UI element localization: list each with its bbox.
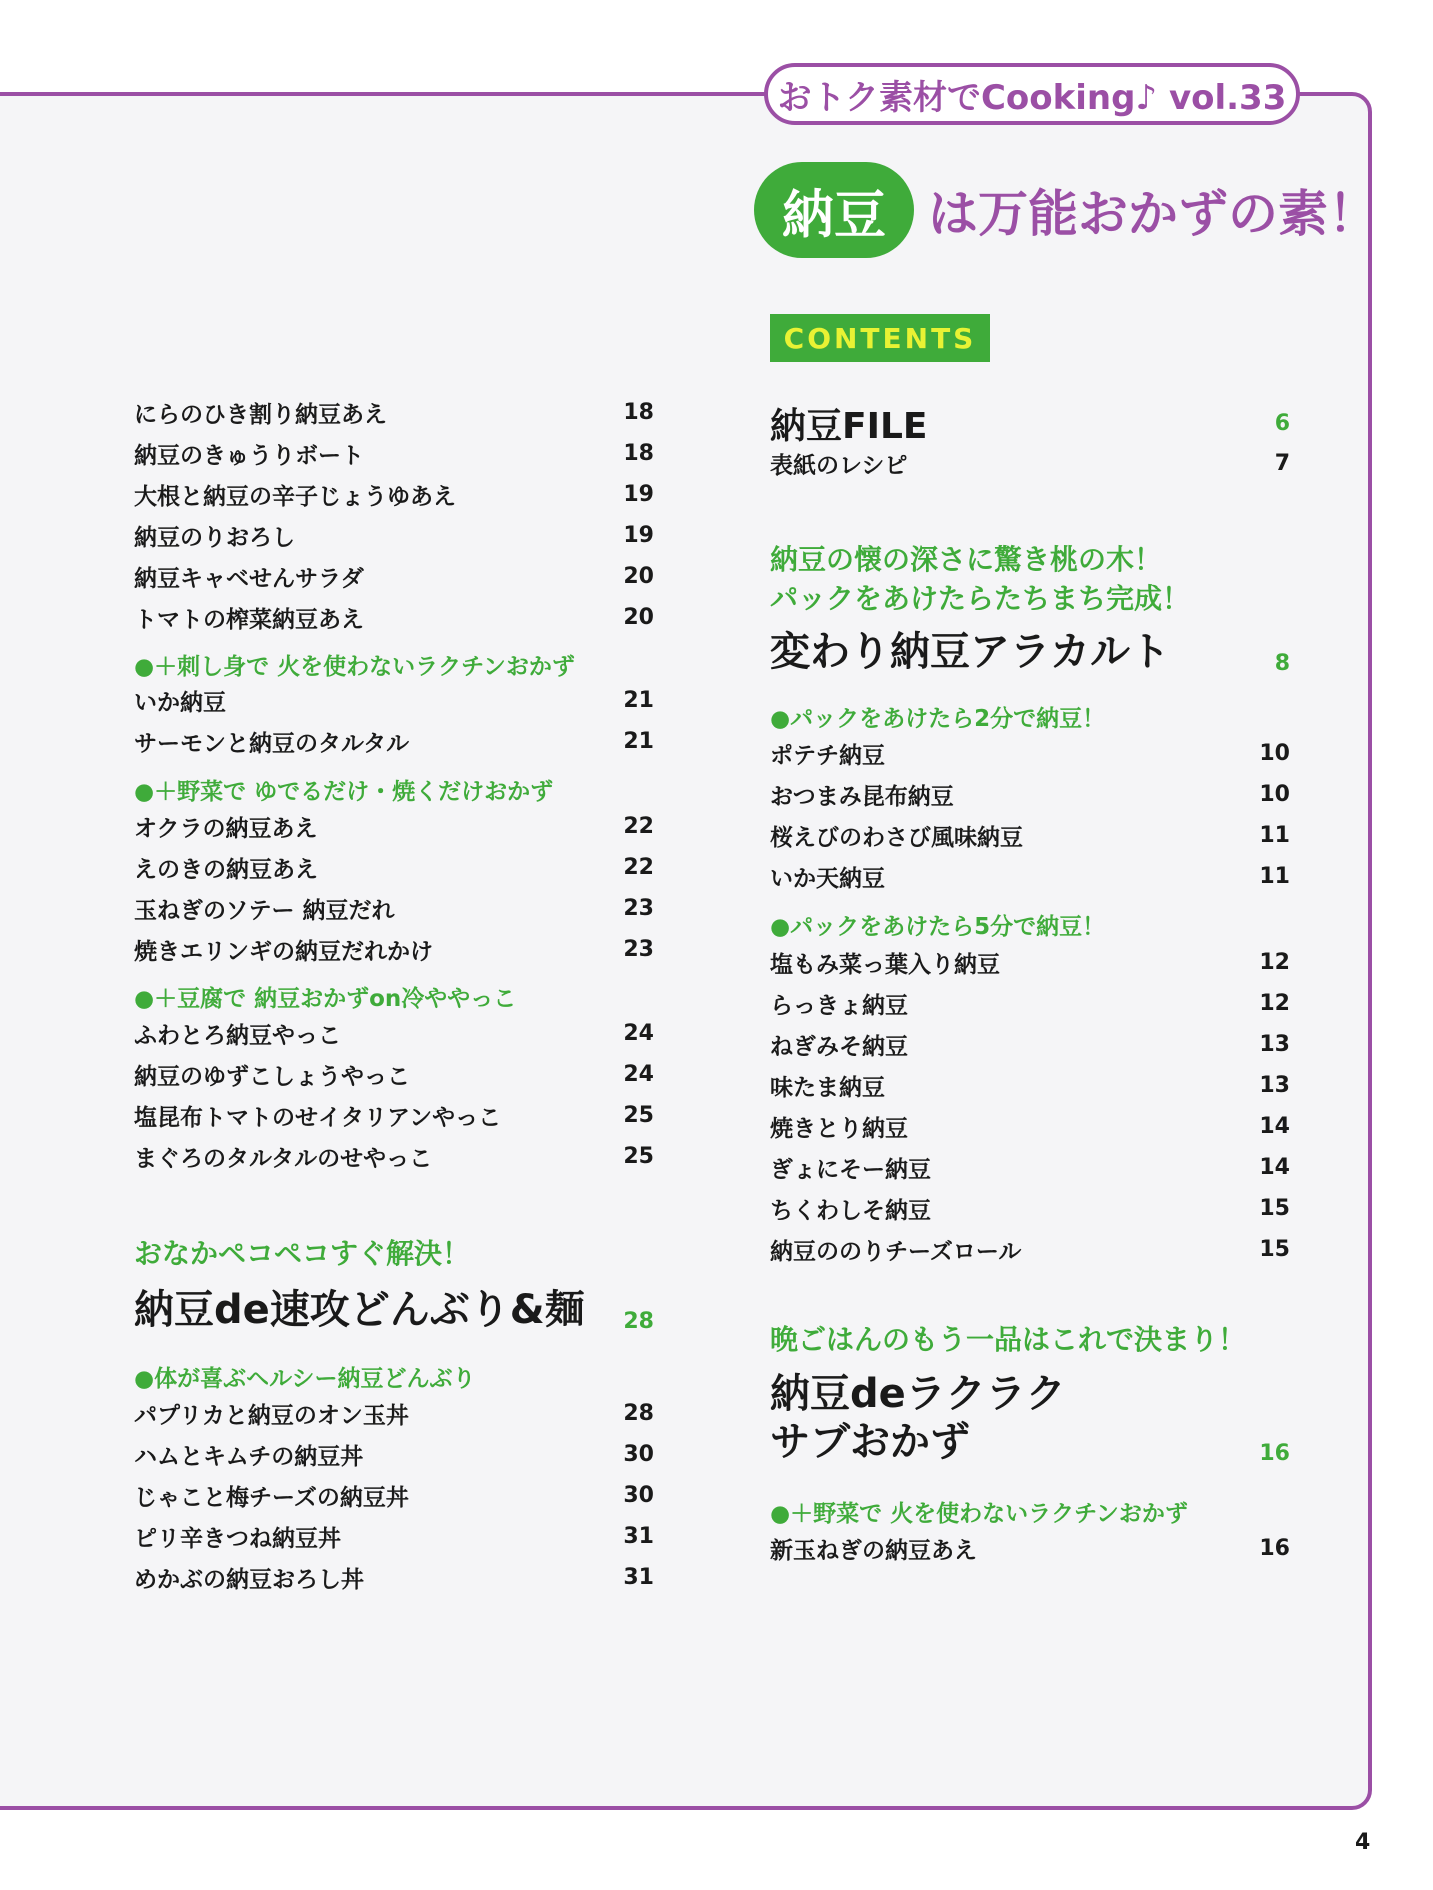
toc-entry[interactable] [770,1188,1290,1228]
toc-entry[interactable] [770,1106,1290,1146]
toc-entry[interactable] [770,1229,1290,1269]
entry-page: 19 [623,481,654,507]
entry-page: 7 [1274,450,1290,476]
toc-entry[interactable] [770,774,1290,814]
section2-heading[interactable] [770,1410,1290,1466]
toc-entry[interactable] [134,556,654,596]
entry-label: 表紙のレシピ [770,452,908,479]
entry-page: 10 [1259,781,1290,807]
toc-entry[interactable] [134,1393,654,1433]
toc-entry[interactable] [134,597,654,637]
toc-entry[interactable] [770,733,1290,773]
title-badge: 納豆 [754,162,914,258]
entry-label: 納豆のゆずこしょうやっこ [134,1063,410,1090]
entry-page: 23 [623,936,654,962]
toc-entry-cover[interactable] [770,443,1290,483]
section2-page: 16 [1259,1441,1290,1466]
entry-page: 15 [1259,1236,1290,1262]
entry-page: 10 [1259,740,1290,766]
toc-entry[interactable] [134,1054,654,1094]
entry-page: 25 [623,1143,654,1169]
series-pill [764,63,1300,125]
toc-entry[interactable] [134,474,654,514]
entry-label: ねぎみそ納豆 [770,1033,908,1060]
entry-label: 味たま納豆 [770,1074,885,1101]
series-label: おトク素材でCooking♪ vol.33 [777,77,1287,118]
section2-title-line1: 納豆deラクラク [770,1371,1066,1417]
page-number: 4 [1355,1830,1371,1855]
entry-label: 焼きエリンギの納豆だれかけ [134,938,433,965]
entry-label: 納豆ののりチーズロール [770,1238,1022,1265]
section1-title: 変わり納豆アラカルト [770,628,1170,675]
entry-label: えのきの納豆あえ [134,856,318,883]
file-page: 6 [1274,410,1290,436]
entry-label: にらのひき割り納豆あえ [134,401,387,428]
toc-entry[interactable] [770,1147,1290,1187]
entry-page: 22 [623,813,654,839]
entry-label: 桜えびのわさび風味納豆 [770,824,1023,851]
entry-page: 24 [623,1020,654,1046]
toc-entry-file[interactable] [770,398,1290,448]
toc-entry[interactable] [134,847,654,887]
toc-entry[interactable] [134,929,654,969]
entry-label: 塩もみ菜っ葉入り納豆 [770,951,1000,978]
entry-label: いか天納豆 [770,865,885,892]
section2-tagline: 晩ごはんのもう一品はこれで決まり！ [770,1323,1247,1356]
section3-heading[interactable] [134,1278,654,1334]
entry-label: ふわとろ納豆やっこ [134,1022,341,1049]
entry-page: 22 [623,854,654,880]
entry-label: らっきょ納豆 [770,992,908,1019]
entry-label: 大根と納豆の辛子じょうゆあえ [134,483,456,510]
entry-page: 18 [623,399,654,425]
toc-entry[interactable] [134,1557,654,1597]
entry-label: おつまみ昆布納豆 [770,783,954,810]
entry-page: 12 [1259,949,1290,975]
entry-page: 28 [623,1400,654,1426]
entry-label: 納豆キャベせんサラダ [134,565,364,592]
entry-page: 14 [1259,1113,1290,1139]
toc-entry[interactable] [134,680,654,720]
entry-page: 30 [623,1482,654,1508]
entry-label: ぎょにそー納豆 [770,1156,931,1183]
entry-label: 玉ねぎのソテー 納豆だれ [134,897,395,924]
entry-page: 14 [1259,1154,1290,1180]
entry-label: ちくわしそ納豆 [770,1197,931,1224]
entry-page: 15 [1259,1195,1290,1221]
entry-page: 20 [623,563,654,589]
entry-label: まぐろのタルタルのせやっこ [134,1145,433,1172]
entry-page: 21 [623,728,654,754]
toc-entry[interactable] [134,1516,654,1556]
entry-page: 23 [623,895,654,921]
left-sub-d: ●＋豆腐で 納豆おかずon冷ややっこ [134,986,517,1012]
entry-page: 21 [623,687,654,713]
entry-page: 16 [1259,1535,1290,1561]
toc-entry[interactable] [134,392,654,432]
toc-entry[interactable] [134,515,654,555]
entry-page: 13 [1259,1072,1290,1098]
section1-page: 8 [1274,651,1290,676]
entry-label: めかぶの納豆おろし丼 [134,1566,364,1593]
section3-page: 28 [623,1309,654,1334]
toc-entry[interactable] [770,815,1290,855]
entry-page: 24 [623,1061,654,1087]
entry-label: サーモンと納豆のタルタル [134,730,410,757]
toc-entry[interactable] [134,806,654,846]
section1-sub2: ●パックをあけたら5分で納豆！ [770,914,1106,940]
entry-label: オクラの納豆あえ [134,815,318,842]
section3-tagline: おなかペコペコすぐ解決！ [134,1237,471,1270]
entry-label: パプリカと納豆のオン玉丼 [134,1402,409,1429]
section1-sub1: ●パックをあけたら2分で納豆！ [770,706,1106,732]
section2-title-line2: サブおかず [770,1418,970,1465]
section1-heading[interactable] [770,620,1290,676]
toc-entry[interactable] [770,983,1290,1023]
entry-label: 納豆のりおろし [134,524,295,551]
toc-entry[interactable] [770,856,1290,896]
entry-label: 塩昆布トマトのせイタリアンやっこ [134,1104,502,1131]
entry-page: 13 [1259,1031,1290,1057]
toc-entry[interactable] [134,1136,654,1176]
toc-entry[interactable] [770,1528,1290,1568]
toc-entry[interactable] [134,1095,654,1135]
toc-entry[interactable] [770,942,1290,982]
entry-page: 18 [623,440,654,466]
toc-entry[interactable] [134,1475,654,1515]
entry-page: 11 [1259,863,1290,889]
entry-page: 12 [1259,990,1290,1016]
section1-tagline-1: 納豆の懐の深さに驚き桃の木！ [770,543,1163,576]
entry-label: ポテチ納豆 [770,742,885,769]
entry-label: 焼きとり納豆 [770,1115,908,1142]
entry-label: いか納豆 [134,689,226,716]
entry-label: ハムとキムチの納豆丼 [134,1443,364,1470]
contents-label: CONTENTS [770,314,990,362]
section2-sub: ●＋野菜で 火を使わないラクチンおかず [770,1501,1188,1527]
entry-page: 20 [623,604,654,630]
section3-sub: ●体が喜ぶヘルシー納豆どんぶり [134,1366,476,1392]
entry-page: 25 [623,1102,654,1128]
entry-page: 31 [623,1523,654,1549]
toc-entry[interactable] [770,1024,1290,1064]
toc-entry[interactable] [134,888,654,928]
section1-tagline-2: パックをあけたらたちまち完成！ [770,582,1191,615]
toc-entry[interactable] [134,1013,654,1053]
left-sub-b: ●＋刺し身で 火を使わないラクチンおかず [134,654,575,680]
entry-label: じゃこと梅チーズの納豆丼 [134,1484,409,1511]
toc-entry[interactable] [770,1065,1290,1105]
section3-title: 納豆de速攻どんぶり&麺 [134,1286,585,1333]
title-text: は万能おかずの素！ [928,185,1378,243]
left-sub-c: ●＋野菜で ゆでるだけ・焼くだけおかず [134,779,554,805]
entry-page: 31 [623,1564,654,1590]
toc-entry[interactable] [134,721,654,761]
toc-entry[interactable] [134,1434,654,1474]
entry-page: 19 [623,522,654,548]
toc-entry[interactable] [134,433,654,473]
entry-label: トマトの榨菜納豆あえ [134,606,364,633]
entry-page: 11 [1259,822,1290,848]
entry-label: 納豆のきゅうりボート [134,442,364,469]
entry-label: 新玉ねぎの納豆あえ [770,1537,977,1564]
entry-page: 30 [623,1441,654,1467]
page-title [754,160,1378,260]
entry-label: ピリ辛きつね納豆丼 [134,1525,341,1552]
file-title: 納豆FILE [770,405,928,447]
